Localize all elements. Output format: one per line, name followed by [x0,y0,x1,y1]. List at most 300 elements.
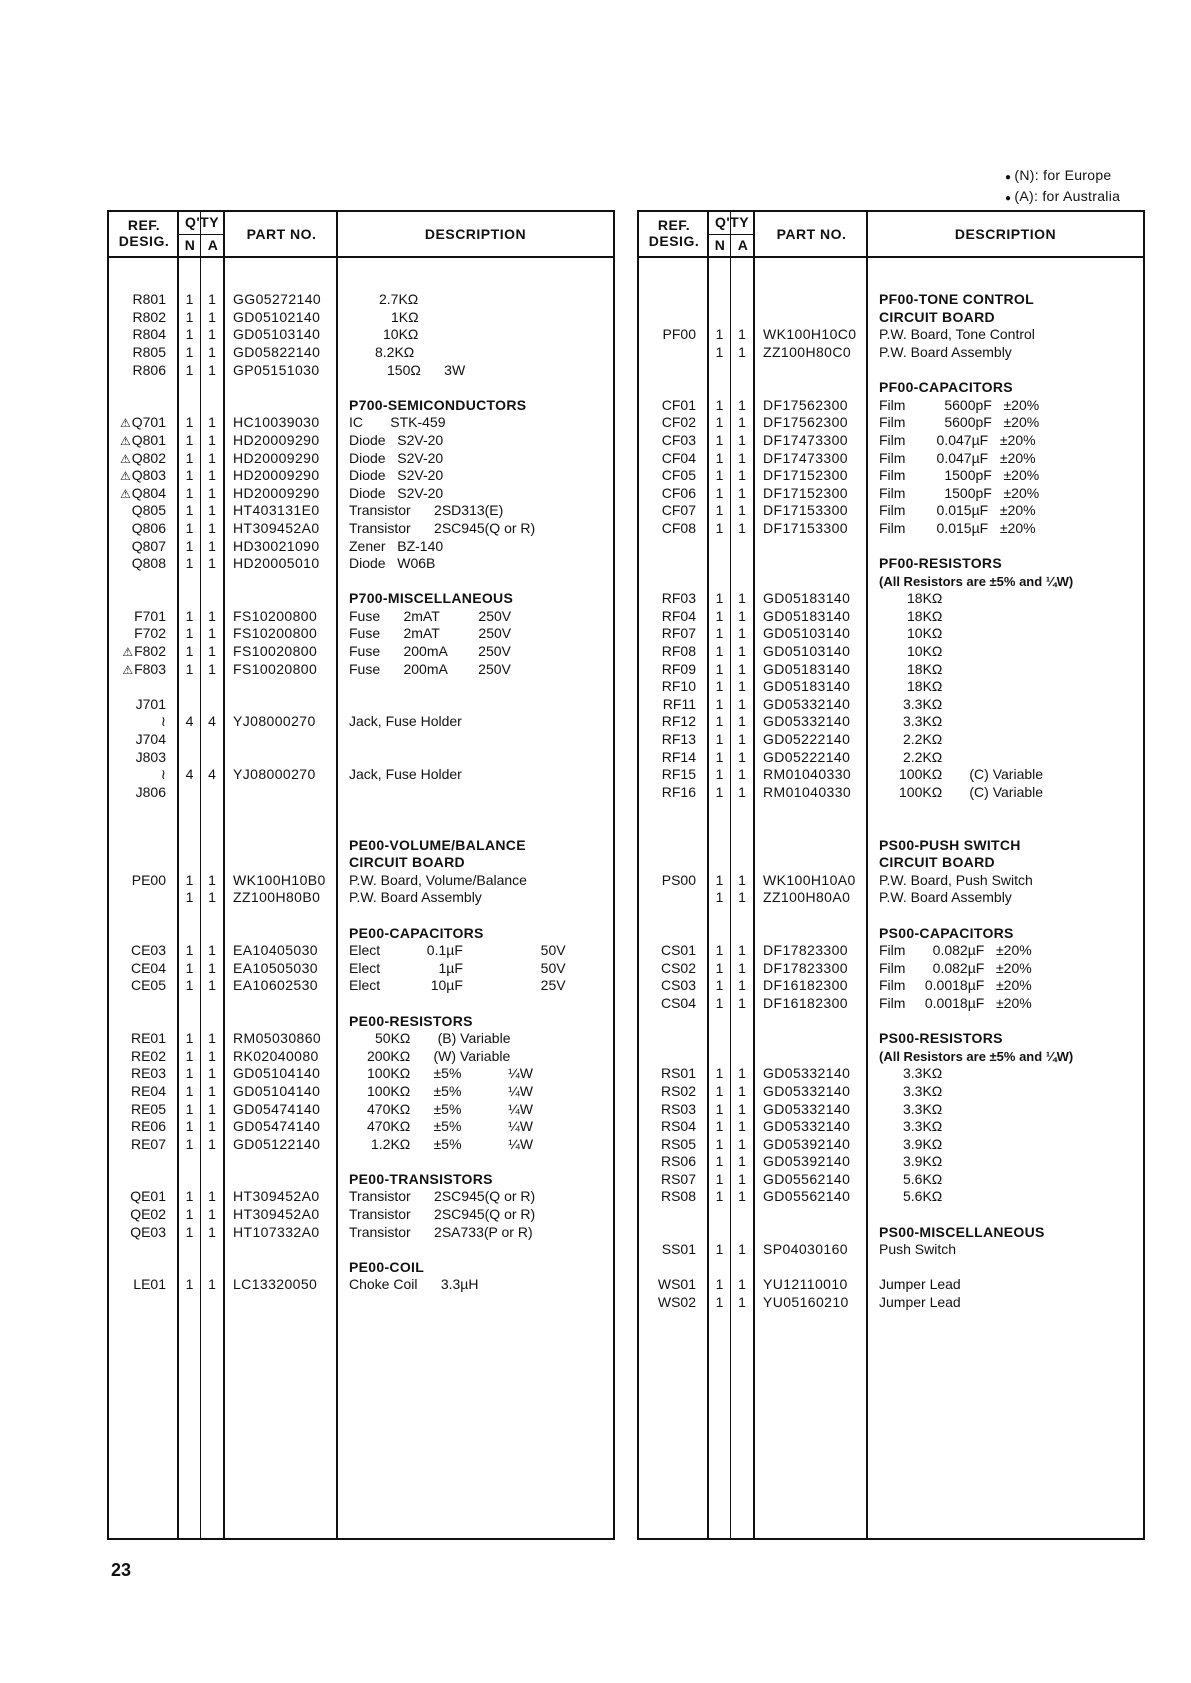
page-number: 23 [111,1560,132,1580]
qty-a: 1 [738,414,746,431]
part-row [109,977,613,995]
qty-a: 1 [208,308,216,325]
description: Fuse 200mA 250V [349,660,511,677]
header-description: DESCRIPTION [424,226,527,242]
part-number: GD05183140 [763,607,851,624]
description: 100KΩ ±5% ¼W [367,1082,533,1099]
qty-n: 1 [185,308,194,325]
qty-a: 1 [738,1170,746,1187]
qty-a: 1 [738,942,746,959]
part-row [109,1276,613,1294]
spacer-row [109,819,613,837]
qty-a: 1 [738,1065,746,1082]
qty-a: 1 [738,1294,746,1311]
description: Elect 10µF 25V [349,977,566,994]
section-note-row [639,1048,1143,1066]
part-number: EA10405030 [233,942,318,959]
part-number: HT107332A0 [233,1223,320,1240]
ref-desig: RS03 [660,1100,696,1117]
qty-n: 1 [715,1135,724,1152]
spacer-row [639,362,1143,380]
ref-desig: RF15 [661,766,696,783]
part-row [639,326,1143,344]
qty-a: 1 [738,1276,746,1293]
section-note: (All Resistors are ±5% and ¼W) [879,573,1074,589]
part-row [109,889,613,907]
qty-a: 1 [208,555,216,572]
part-number: GD05474140 [233,1100,321,1117]
ref-desig: RS08 [660,1188,696,1205]
description: 1.2KΩ ±5% ¼W [371,1135,534,1152]
description: Elect 0.1µF 50V [349,942,566,959]
ref-desig: Q805 [131,502,166,519]
part-row [109,696,613,714]
part-row [639,397,1143,415]
description: 1KΩ [391,308,419,325]
qty-a: 1 [738,607,746,624]
ref-desig: ⚠F802 [122,643,166,660]
spacer-row [109,1241,613,1259]
parts-rows-right [639,256,1143,1538]
qty-a: 1 [738,1188,746,1205]
qty-a: 4 [208,766,216,783]
description: Film 0.015µF ±20% [879,502,1036,519]
part-number: GD05183140 [763,660,851,677]
spacer-row [639,274,1143,292]
part-number: YU12110010 [763,1276,848,1293]
part-row [109,291,613,309]
qty-n: 1 [715,1241,724,1258]
qty-n: 1 [185,607,194,624]
description: 8.2KΩ [375,343,415,360]
part-row [109,362,613,380]
qty-a: 1 [738,484,746,501]
part-row [109,414,613,432]
part-row [109,1118,613,1136]
part-number: DF17153300 [763,519,848,536]
part-row [639,1118,1143,1136]
part-row [109,872,613,890]
part-row [109,538,613,556]
qty-a: 1 [208,326,216,343]
description: Transistor 2SD313(E) [349,502,504,519]
part-row [639,942,1143,960]
ref-desig: RE02 [130,1047,166,1064]
part-row [639,485,1143,503]
part-row [109,1101,613,1119]
part-row [109,960,613,978]
ref-desig: R801 [132,291,166,308]
part-row [639,1153,1143,1171]
qty-n: 1 [185,537,194,554]
ref-desig: RF13 [661,731,696,748]
part-row [639,1083,1143,1101]
ref-desig: RF12 [661,713,696,730]
header-part-no: PART NO. [246,226,317,242]
qty-a: 1 [738,519,746,536]
qty-a: 1 [208,1065,216,1082]
part-row [109,643,613,661]
description: 100KΩ ±5% ¼W [367,1065,533,1082]
spacer-row [639,1013,1143,1031]
section-title: P700-SEMICONDUCTORS [349,396,527,413]
part-number: ZZ100H80B0 [233,889,321,906]
part-row [639,1065,1143,1083]
qty-n: 1 [185,1030,194,1047]
part-number: EA10602530 [233,977,318,994]
section-title: PF00-TONE CONTROL [879,291,1034,308]
qty-a: 1 [208,942,216,959]
section-title: PE00-RESISTORS [349,1012,473,1029]
ref-desig: J701 [135,695,166,712]
part-number: RM01040330 [763,766,852,783]
section-title-row [109,590,613,608]
qty-n: 1 [185,484,194,501]
qty-n: 1 [715,871,724,888]
description: Film 0.082µF ±20% [879,942,1032,959]
description: Film 5600pF ±20% [879,414,1040,431]
part-number: DF17823300 [763,959,848,976]
description: Fuse 2mAT 250V [349,625,512,642]
description: Jumper Lead [879,1276,961,1293]
part-row [639,713,1143,731]
qty-n: 1 [185,502,194,519]
qty-a: 1 [208,1135,216,1152]
part-number: GD05332140 [763,1065,851,1082]
qty-n: 1 [185,555,194,572]
description: Transistor 2SC945(Q or R) [349,1188,536,1205]
description: P.W. Board, Volume/Balance [349,871,527,888]
description: 200KΩ (W) Variable [367,1047,511,1064]
ref-desig: CF06 [661,484,696,501]
section-title-row [639,925,1143,943]
description: Diode S2V-20 [349,449,444,466]
part-row [109,1224,613,1242]
part-row [109,326,613,344]
qty-n: 1 [715,643,724,660]
table-header [639,212,1143,258]
spacer-row [639,819,1143,837]
table-header [109,212,613,258]
qty-a: 1 [208,537,216,554]
qty-n: 1 [715,889,724,906]
ref-desig: ⚠Q801 [119,431,166,448]
section-title: PS00-PUSH SWITCH [879,836,1021,853]
part-number: HD20009290 [233,467,320,484]
ref-desig: CS04 [660,994,696,1011]
qty-a: 1 [738,467,746,484]
part-number: HT403131E0 [233,502,320,519]
section-title: PE00-COIL [349,1258,425,1275]
description: Elect 1µF 50V [349,959,566,976]
qty-a: 1 [208,1118,216,1135]
part-number: GD05222140 [763,748,851,765]
part-number: GD05332140 [763,1100,851,1117]
qty-a: 1 [738,1118,746,1135]
part-row [109,749,613,767]
qty-a: 1 [738,731,746,748]
description: 100KΩ (C) Variable [899,783,1044,800]
qty-n: 1 [715,1100,724,1117]
qty-a: 1 [738,748,746,765]
part-number: FS10020800 [233,643,318,660]
qty-a: 1 [208,449,216,466]
description: Zener BZ-140 [349,537,444,554]
description: 3.3KΩ [903,713,943,730]
part-row [109,502,613,520]
qty-a: 4 [208,713,216,730]
part-number: GD05102140 [233,308,321,325]
part-row [109,784,613,802]
part-row [109,1083,613,1101]
qty-n: 1 [715,1082,724,1099]
qty-n: 1 [185,1082,194,1099]
qty-n: 1 [715,1153,724,1170]
part-number: ZZ100H80A0 [763,889,851,906]
header-qty-n: N [184,237,196,253]
part-number: WK100H10A0 [763,871,856,888]
qty-n: 4 [185,713,194,730]
part-row [639,625,1143,643]
qty-n: 1 [715,519,724,536]
qty-n: 1 [185,660,194,677]
ref-desig: RE06 [130,1118,166,1135]
description: Film 0.015µF ±20% [879,519,1036,536]
description: 3.3KΩ [903,1100,943,1117]
description: 3.3KΩ [903,1118,943,1135]
qty-a: 1 [208,1047,216,1064]
part-number: GD05332140 [763,713,851,730]
spacer-row [109,1153,613,1171]
qty-n: 1 [715,590,724,607]
description: 3.9KΩ [903,1153,943,1170]
qty-a: 1 [208,625,216,642]
legend-australia: ● (A): for Australia [1005,187,1185,208]
qty-a: 1 [208,889,216,906]
qty-n: 1 [715,994,724,1011]
description: Fuse 2mAT 250V [349,607,512,624]
ref-desig: SS01 [661,1241,696,1258]
qty-n: 1 [715,326,724,343]
section-title: PS00-MISCELLANEOUS [879,1223,1045,1240]
qty-n: 1 [715,1294,724,1311]
part-number: GD05822140 [233,343,321,360]
header-description: DESCRIPTION [954,226,1057,242]
qty-n: 1 [185,326,194,343]
header-ref-desig: REF. DESIG. [118,217,170,249]
section-title: PS00-RESISTORS [879,1030,1003,1047]
spacer-row [639,907,1143,925]
description: Jack, Fuse Holder [349,713,462,730]
qty-n: 1 [715,484,724,501]
description: 3.3KΩ [903,695,943,712]
part-number: HD20009290 [233,484,320,501]
description: Diode S2V-20 [349,431,444,448]
spacer-row [109,995,613,1013]
part-number: GD05183140 [763,590,851,607]
part-row [109,608,613,626]
qty-a: 1 [738,396,746,413]
qty-a: 1 [738,713,746,730]
description: Film 0.047µF ±20% [879,431,1036,448]
description: 5.6KΩ [903,1170,943,1187]
description: 5.6KΩ [903,1188,943,1205]
ref-desig: RF14 [661,748,696,765]
part-row [109,625,613,643]
spacer-row [109,274,613,292]
description: 18KΩ [907,660,943,677]
part-row [109,766,613,784]
qty-a: 1 [738,449,746,466]
qty-n: 1 [715,1170,724,1187]
part-number: GD05103140 [763,643,851,660]
section-title: PF00-CAPACITORS [879,379,1013,396]
qty-a: 1 [738,590,746,607]
ref-desig: RE01 [130,1030,166,1047]
qty-n: 1 [185,625,194,642]
qty-n: 1 [185,1276,194,1293]
ref-desig: WS01 [657,1276,696,1293]
section-title-row [639,1224,1143,1242]
description: Film 0.0018µF ±20% [879,977,1032,994]
part-number: GG05272140 [233,291,322,308]
qty-n: 1 [715,502,724,519]
qty-n: 1 [715,607,724,624]
qty-a: 1 [738,871,746,888]
safety-warning-icon: ⚠ [122,662,134,677]
part-number: ZZ100H80C0 [763,343,852,360]
part-row [109,485,613,503]
part-row [639,1276,1143,1294]
qty-a: 1 [208,361,216,378]
qty-a: 1 [738,994,746,1011]
ref-desig: CF07 [661,502,696,519]
description: IC STK-459 [349,414,446,431]
part-number: HD20009290 [233,449,320,466]
header-qty-a: A [737,237,749,253]
qty-n: 1 [715,414,724,431]
qty-a: 1 [208,643,216,660]
description: 2.2KΩ [903,748,943,765]
qty-n: 1 [715,1065,724,1082]
qty-n: 1 [185,1188,194,1205]
part-number: DF17153300 [763,502,848,519]
qty-a: 1 [208,959,216,976]
qty-a: 1 [208,1188,216,1205]
part-number: FS10200800 [233,607,318,624]
part-number: GD05392140 [763,1135,851,1152]
qty-n: 1 [185,1118,194,1135]
qty-n: 1 [715,783,724,800]
part-number: YJ08000270 [233,766,316,783]
part-row [109,344,613,362]
part-row [639,520,1143,538]
qty-n: 1 [715,467,724,484]
ref-desig: CS03 [660,977,696,994]
description: 50KΩ (B) Variable [375,1030,511,1047]
part-row [639,766,1143,784]
description: Diode W06B [349,555,436,572]
section-note-row [639,573,1143,591]
part-row [109,555,613,573]
spacer-row [109,801,613,819]
qty-a: 1 [738,977,746,994]
qty-a: 1 [738,959,746,976]
qty-a: 1 [208,343,216,360]
qty-a: 1 [208,660,216,677]
qty-n: 1 [185,519,194,536]
ref-desig: CF05 [661,467,696,484]
description: 18KΩ [907,678,943,695]
description: Diode S2V-20 [349,467,444,484]
qty-n: 1 [185,1135,194,1152]
ref-desig: RF10 [661,678,696,695]
qty-a: 1 [208,519,216,536]
header-ref-desig: REF. DESIG. [648,217,700,249]
ref-desig: ≀ [160,713,166,730]
ref-desig: ≀ [160,766,166,783]
part-number: GP05151030 [233,361,320,378]
qty-n: 1 [185,942,194,959]
description: 470KΩ ±5% ¼W [367,1100,533,1117]
qty-a: 1 [738,1241,746,1258]
part-row [109,1030,613,1048]
ref-desig: RF07 [661,625,696,642]
part-row [639,731,1143,749]
part-row [109,1188,613,1206]
qty-n: 1 [185,889,194,906]
part-number: GD05183140 [763,678,851,695]
description: Jumper Lead [879,1294,961,1311]
section-title-row [109,1171,613,1189]
ref-desig: RE03 [130,1065,166,1082]
description: Push Switch [879,1241,957,1258]
description: 18KΩ [907,607,943,624]
part-number: DF16182300 [763,994,848,1011]
description: Transistor 2SC945(Q or R) [349,1206,536,1223]
qty-a: 1 [738,643,746,660]
part-number: GD05474140 [233,1118,321,1135]
part-row [639,872,1143,890]
part-row [109,661,613,679]
part-row [639,1294,1143,1312]
section-title-row [109,837,613,855]
description: Film 0.0018µF ±20% [879,994,1032,1011]
ref-desig: RF08 [661,643,696,660]
description: P.W. Board, Tone Control [879,326,1035,343]
part-number: WK100H10C0 [763,326,857,343]
qty-a: 1 [208,1206,216,1223]
qty-a: 1 [738,625,746,642]
qty-n: 1 [715,678,724,695]
qty-a: 1 [208,1276,216,1293]
section-note: (All Resistors are ±5% and ¼W) [879,1048,1074,1064]
qty-n: 1 [715,1118,724,1135]
description: Choke Coil 3.3µH [349,1276,479,1293]
part-number: GD05332140 [763,1118,851,1135]
description: 2.7KΩ [379,291,419,308]
section-title: PF00-RESISTORS [879,555,1002,572]
ref-desig: QE03 [130,1223,166,1240]
part-number: HD20005010 [233,555,320,572]
section-title-row [639,291,1143,309]
header-part-no: PART NO. [776,226,847,242]
header-qty-a: A [207,237,219,253]
section-title-row [639,1030,1143,1048]
spacer-row [109,379,613,397]
section-title: PE00-TRANSISTORS [349,1170,493,1187]
part-row [109,432,613,450]
